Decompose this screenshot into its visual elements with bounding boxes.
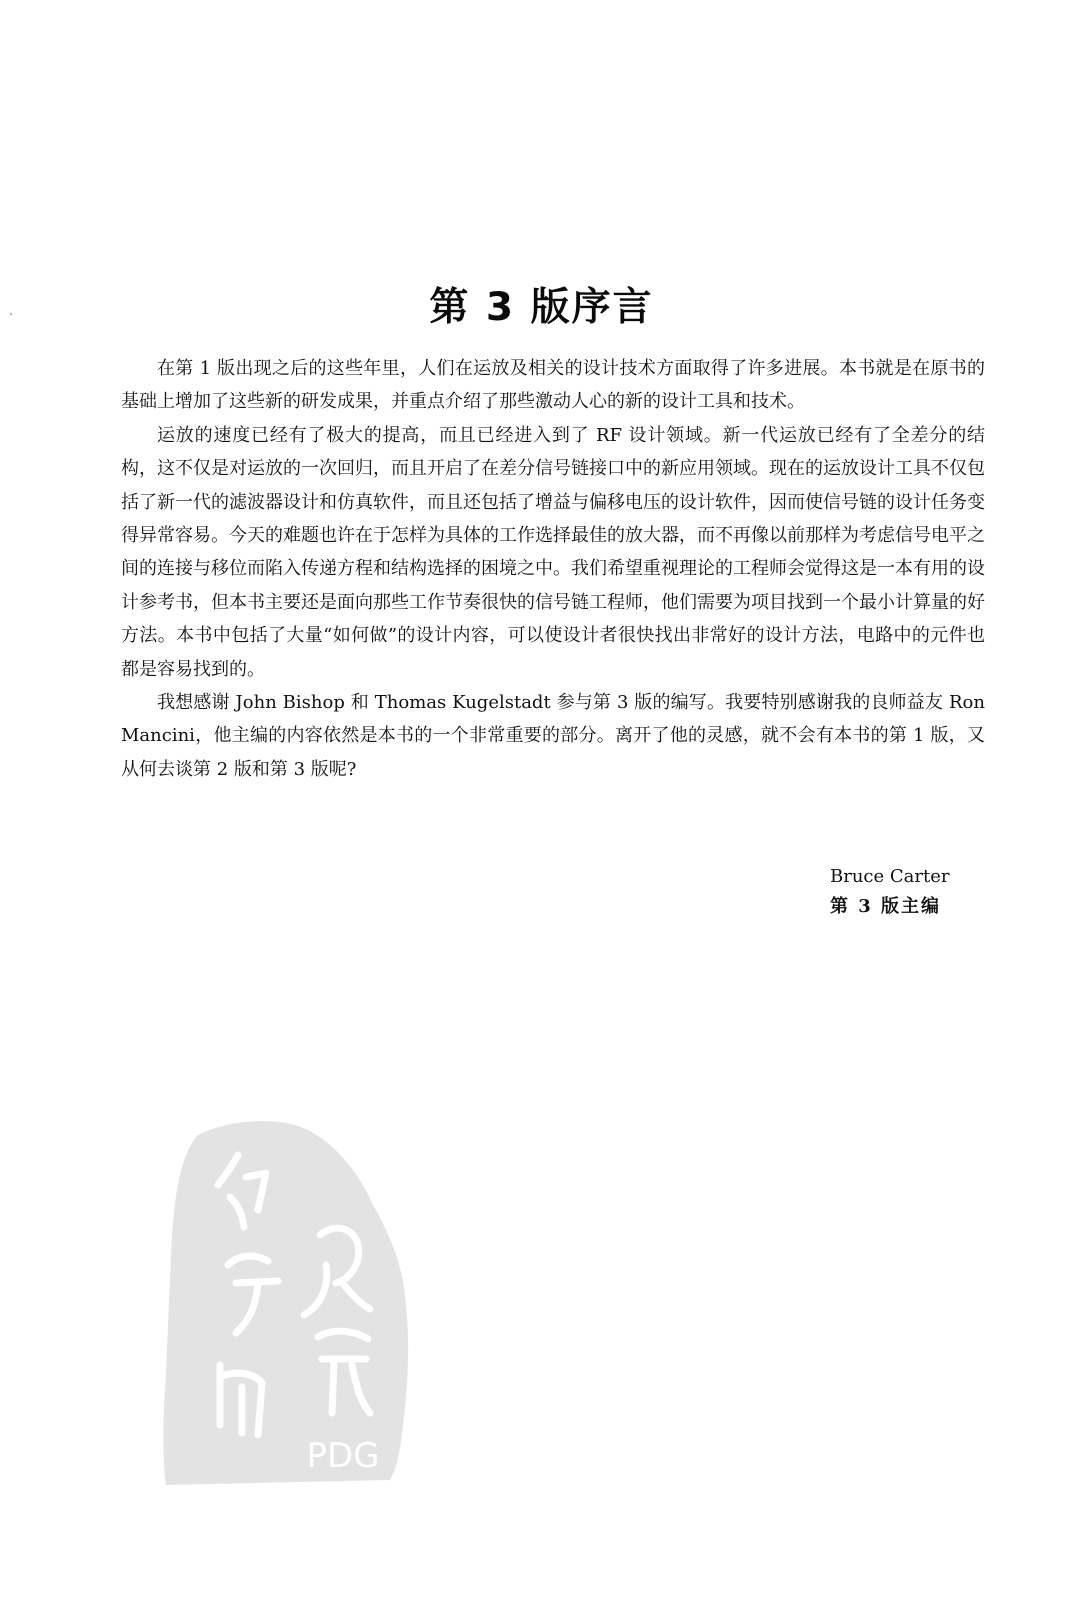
signature-block	[830, 862, 949, 922]
preface-body	[121, 352, 985, 786]
signature-name: Bruce Carter	[830, 866, 950, 887]
paragraph: 在第 1 版出现之后的这些年里，人们在运放及相关的设计技术方面取得了许多进展。本书就是在原书的基础上增加了这些新的研发成果，并重点介绍了那些激动人心的新的设计工具和技术。	[121, 358, 985, 413]
paragraph: 运放的速度已经有了极大的提高，而且已经进入到了 RF 设计领域。新一代运放已经有了全差分的结构，这不仅是对运放的一次回归，而且开启了在差分信号链接口中的新应用领域。现在的运放设计工具不仅包括了新一代的滤波器设计和仿真软件，而且还包括了增益与偏移电压的设计软件，因而使信号链的设计任务变得异常容易。今天的难题也许在于怎样为具体的工作选择最佳的放大器，而不再像以前那样为考虑信号电平之间的连接与移位而陷入传递方程和结构选择的困境之中。我们希望重视理论的工程师会觉得这是一本有用的设计参考书，但本书主要还是面向那些工作节奏很快的信号链工程师，他们需要为项目找到一个最小计算量的好方法。本书中包括了大量“如何做”的设计内容，可以使设计者很快找出非常好的设计方法，电路中的元件也都是容易找到的。	[121, 424, 985, 680]
signature-role: 第 3 版主编	[830, 896, 942, 917]
watermark-text: PDG	[306, 1436, 380, 1476]
watermark-seal	[158, 1115, 418, 1490]
page-title: 第 3 版序言	[429, 285, 654, 331]
seal-stone-shape	[163, 1121, 408, 1485]
paragraph: 我想感谢 John Bishop 和 Thomas Kugelstadt 参与第 3 版的编写。我要特别感谢我的良师益友 Ron Mancini，他主编的内容依然是本书的一个非常重要的部分。离开了他的灵感，就不会有本书的第 1 版，又从何去谈第 2 版和第 3 版呢?	[121, 692, 985, 780]
